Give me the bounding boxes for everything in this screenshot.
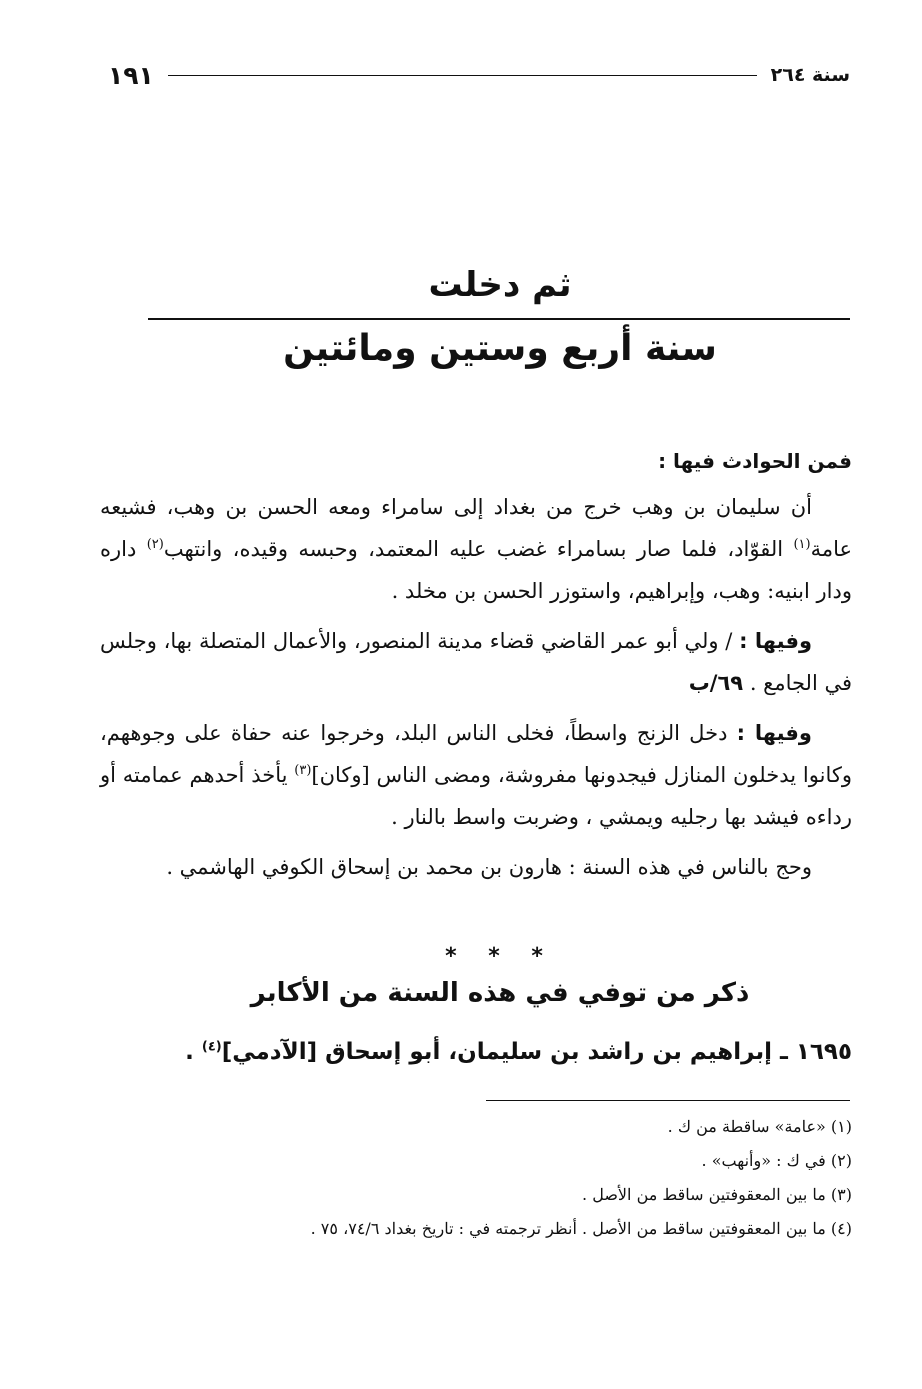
footnote-ref-1: (١) (793, 537, 811, 552)
paragraph-4: وحج بالناس في هذه السنة : هارون بن محمد بن إسحاق الكوفي الهاشمي . (166, 855, 812, 879)
paragraph-1-text-b: القوّاد، فلما صار بسامراء غضب عليه المعتمد، وحبسه وقيده، وانتهب (163, 537, 794, 561)
footnote-1: (١) «عامة» ساقطة من ك . (667, 1117, 852, 1136)
paragraph-2 (100, 620, 852, 704)
paragraph-1 (100, 486, 852, 612)
footnote-ref-4: (٤) (201, 1039, 222, 1055)
events-section (100, 440, 852, 896)
entry-end: . (185, 1039, 202, 1065)
running-header (108, 58, 850, 92)
header-rule (168, 75, 757, 76)
paragraph-1-text-a: أن سليمان بن وهب خرج من بغداد إلى سامراء ومعه الحسن بن وهب، فشيعه عامة (100, 495, 853, 561)
paragraph-2-text: / ولي أبو عمر القاضي قضاء مدينة المنصور، والأعمال المتصلة بها، وجلس في الجامع . (100, 629, 852, 695)
paragraph-2-keyword: وفيها : (739, 629, 812, 653)
footnote-ref-2: (٢) (146, 537, 164, 552)
running-title: سنة ٢٦٤ (770, 64, 850, 86)
footnote-3: (٣) ما بين المعقوفتين ساقط من الأصل . (582, 1185, 852, 1204)
section-separator: * * * (445, 944, 555, 969)
footnote-2: (٢) في ك : «وأنهب» . (701, 1151, 852, 1170)
chapter-heading-main: سنة أربع وستين ومائتين (283, 328, 717, 369)
footnote-ref-3: (٣) (294, 763, 312, 778)
entry-text: ١٦٩٥ ـ إبراهيم بن راشد بن سليمان، أبو إسحاق [الآدمي] (221, 1039, 852, 1065)
footnote-rule (486, 1100, 850, 1101)
paragraph-3-keyword: وفيها : (736, 721, 812, 745)
paragraph-3-text-a: دخل الزنج واسطاً، فخلى الناس البلد، وخرجوا عنه حفاة على وجوههم، وكانوا يدخلون المنازل فيجدونها مفروشة، ومضى الناس [وكان] (100, 721, 852, 787)
folio-marker: ٦٩/ب (688, 671, 744, 695)
paragraph-3-text-b: يأخذ أحدهم عمامته أو رداءه فيشد بها رجليه ويمشي ، وضربت واسط بالنار . (100, 763, 852, 829)
chapter-heading-top: ثم دخلت (428, 265, 572, 305)
paragraph-3 (100, 712, 852, 838)
page-number: ١٩١ (108, 60, 154, 90)
biography-entry (150, 1030, 852, 1074)
events-lead: فمن الحوادث فيها : (658, 449, 852, 473)
footnotes (150, 1110, 852, 1246)
chapter-rule (148, 318, 850, 320)
paragraph-1-text-c: داره ودار ابنيه: وهب، وإبراهيم، واستوزر الحسن بن مخلد . (100, 537, 852, 603)
footnote-4: (٤) ما بين المعقوفتين ساقط من الأصل . أنظر ترجمته في : تاريخ بغداد ٧٤/٦، ٧٥ . (310, 1219, 852, 1238)
section-heading: ذكر من توفي في هذه السنة من الأكابر (250, 978, 750, 1008)
